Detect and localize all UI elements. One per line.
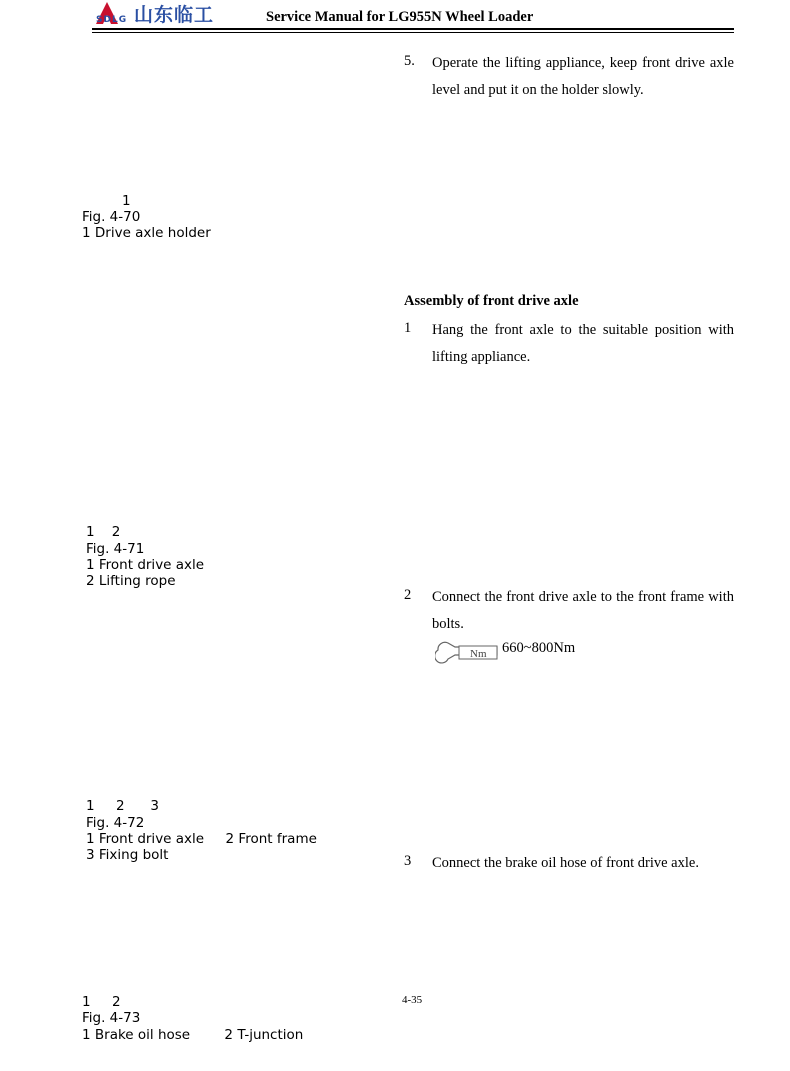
figure-legend: 3 Fixing bolt [86,847,169,863]
section-heading: Assembly of front drive axle [404,293,579,309]
figure-callouts: 1 2 [86,524,121,540]
figure-legend: 2 Lifting rope [86,573,176,589]
figure-callouts: 1 [122,193,131,209]
step-text: Connect the brake oil hose of front drive axle. [432,855,699,871]
figure-number: Fig. 4-72 [86,815,145,831]
figure-legend: 1 Drive axle holder [82,225,211,241]
torque-unit-label: Nm [470,648,487,660]
logo-cn-text: 山东临工 [134,4,215,26]
header-rule-thin [92,32,734,33]
logo-en-text: SDLG [96,15,128,25]
manual-title: Service Manual for LG955N Wheel Loader [266,9,534,25]
torque-wrench-icon [435,641,499,665]
step-text: Operate the lifting appliance, keep front drive axle level and put it on the holder slowly. [432,55,734,98]
step-number: 1 [404,320,412,336]
figure-number: Fig. 4-73 [82,1010,141,1026]
figure-legend: 1 Brake oil hose 2 T-junction [82,1027,304,1043]
figure-callouts: 1 2 [82,994,121,1010]
step-text: Connect the front drive axle to the front frame with bolts. [432,589,734,632]
figure-legend: 1 Front drive axle 2 Front frame [86,831,317,847]
figure-number: Fig. 4-70 [82,209,141,225]
figure-number: Fig. 4-71 [86,541,145,557]
step-number: 5. [404,53,415,69]
page-number: 4-35 [402,994,423,1006]
figure-legend: 1 Front drive axle [86,557,205,573]
step-number: 3 [404,853,412,869]
header-rule-thick [92,28,734,30]
step-number: 2 [404,587,412,603]
torque-value: 660~800Nm [502,640,576,656]
figure-callouts: 1 2 3 [86,798,159,814]
step-text: Hang the front axle to the suitable position with lifting appliance. [432,322,734,365]
